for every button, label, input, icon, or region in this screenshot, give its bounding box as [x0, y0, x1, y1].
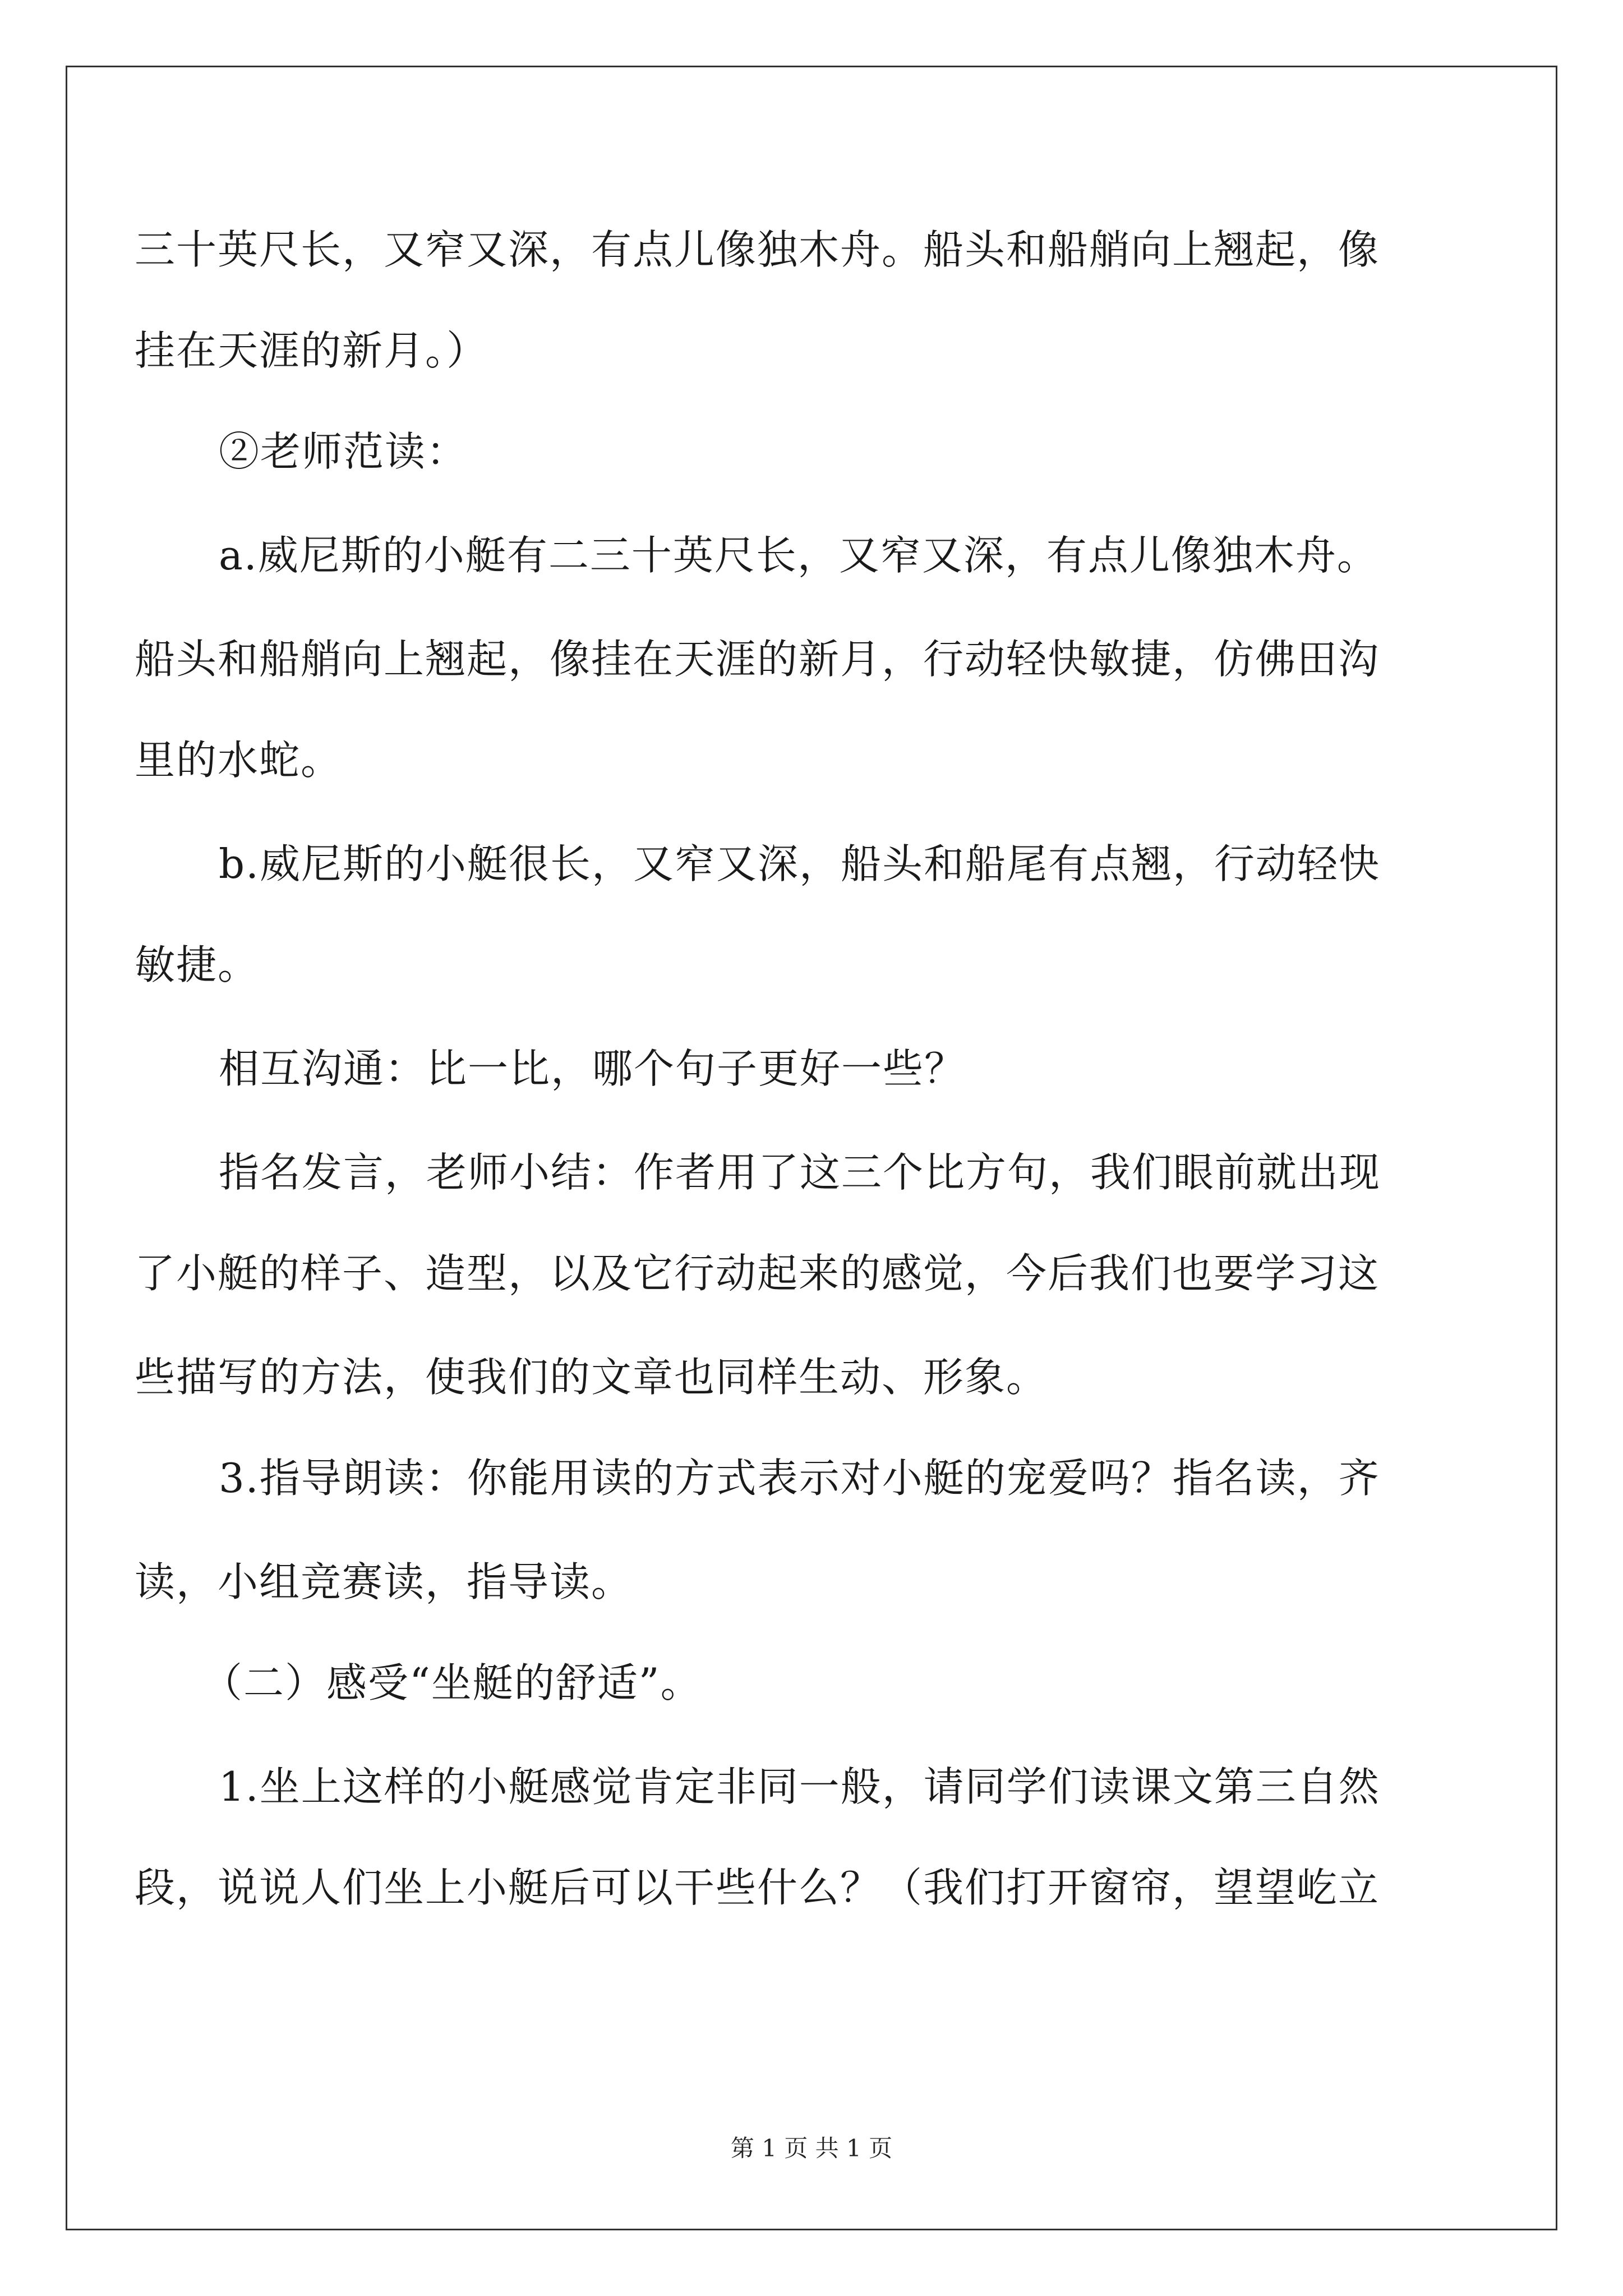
text-line: a.威尼斯的小艇有二三十英尺长，又窄又深，有点儿像独木舟。	[219, 532, 1378, 579]
text-line: 里的水蛇。	[135, 737, 343, 784]
text-line: 些描写的方法，使我们的文章也同样生动、形象。	[135, 1354, 1048, 1401]
text-line: 了小艇的样子、造型，以及它行动起来的感觉，今后我们也要学习这	[135, 1250, 1380, 1297]
text-line: 3.指导朗读：你能用读的方式表示对小艇的宠爱吗？指名读，齐	[219, 1455, 1380, 1502]
text-line: 船头和船艄向上翘起，像挂在天涯的新月，行动轻快敏捷，仿佛田沟	[135, 636, 1380, 683]
text-line: 挂在天涯的新月。）	[135, 327, 488, 374]
section-heading: （二）感受“坐艇的舒适”。	[202, 1659, 702, 1706]
text-line: 三十英尺长，又窄又深，有点儿像独木舟。船头和船艄向上翘起，像	[135, 226, 1380, 273]
text-line: 1.坐上这样的小艇感觉肯定非同一般，请同学们读课文第三自然	[219, 1763, 1380, 1810]
text-line: 段，说说人们坐上小艇后可以干些什么？（我们打开窗帘，望望屹立	[135, 1864, 1380, 1911]
text-line: 敏捷。	[135, 941, 260, 988]
page-footer	[0, 2132, 1623, 2165]
page-number-label: 第 1 页 共 1 页	[730, 2134, 893, 2162]
text-line: 指名发言，老师小结：作者用了这三个比方句，我们眼前就出现	[219, 1149, 1381, 1196]
text-line: b.威尼斯的小艇很长，又窄又深，船头和船尾有点翘，行动轻快	[219, 840, 1380, 887]
text-line: ②老师范读：	[219, 428, 468, 475]
text-line: 相互沟通：比一比，哪个句子更好一些？	[219, 1045, 966, 1092]
text-line: 读，小组竞赛读，指导读。	[135, 1558, 633, 1605]
